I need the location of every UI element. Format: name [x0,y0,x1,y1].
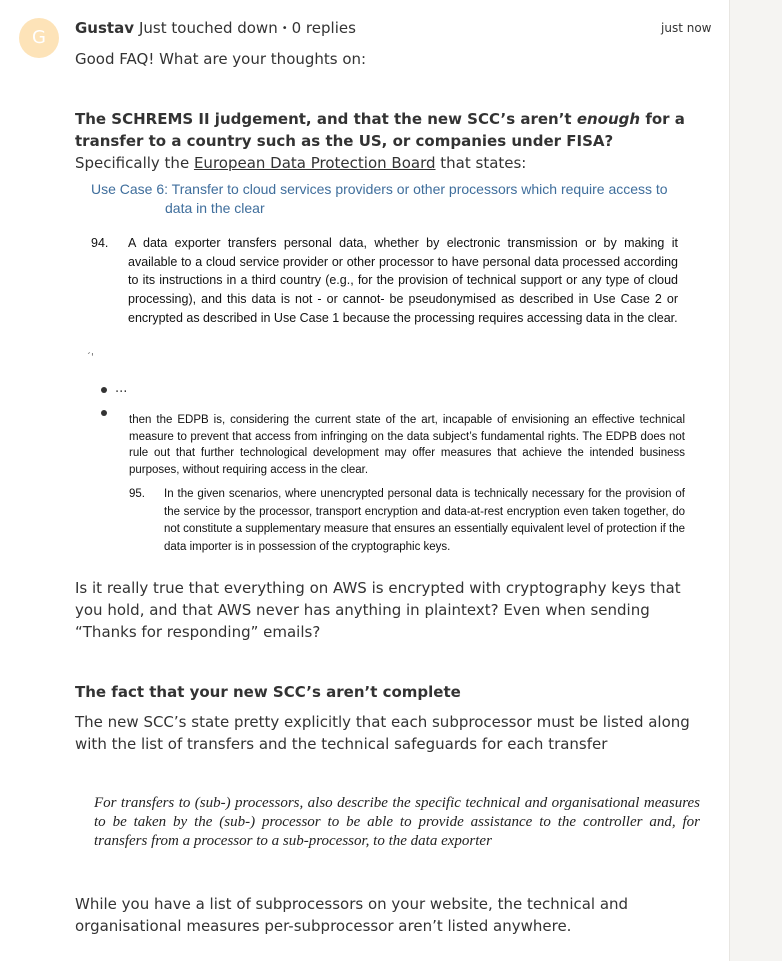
avatar[interactable]: G [19,18,59,58]
paragraph-95-number: 95. [129,488,145,500]
author-status: Just touched down [139,19,278,37]
paragraph-94-text: A data exporter transfers personal data, whether by electronic transmission or by making it available to a cloud service provider or other processor to have personal data processed according to its instructions in a third country (e.g., for the provision of technical support or any type of cloud processing), and this data is not - or cannot- be pseudonymised as described in Use Case 2 or encrypted as described in Use Case 1 because the processing requires accessing data in the clear. [128,236,678,325]
stray-mark: ́' [91,352,94,363]
intro-text: Good FAQ! What are your thoughts on: [75,50,367,68]
bullet-dot-1 [101,387,107,393]
heading-scc: The fact that your new SCC’s aren’t complete [75,683,461,701]
scc-text: The new SCC’s state pretty explicitly that each subprocessor must be listed along with the list of transfers and the technical safeguards for each transfer [75,713,690,753]
timestamp: just now [661,21,712,35]
separator-dot: • [281,22,288,34]
replies-count[interactable]: 0 replies [291,19,356,37]
use-case-title [91,180,691,218]
side-panel [729,0,782,961]
specifically-pre: Specifically the [75,154,194,172]
question-text: Is it really true that everything on AWS is encrypted with cryptography keys that you hold, and that AWS never has anything in plaintext? Even when sending “Thanks for responding” emails? [75,579,681,641]
paragraph-95-text: In the given scenarios, where unencrypted personal data is technically necessary for the provision of the service by the processor, transport encryption and data-at-rest encryption even taken together, do not constitute a supplementary measure that ensures an essentially equivalent level of protection if the data importer is in possession of the cryptographic keys. [164,488,685,553]
paragraph-94-number: 94. [91,236,109,250]
author-name[interactable]: Gustav [75,19,134,37]
bullet-dot-2 [101,410,107,416]
use-case-title-line1: Use Case 6: Transfer to cloud services providers or other processors which require access to [91,181,668,197]
heading-schrems-post: for a transfer to a country such as the US, or companies under FISA? [75,110,685,150]
scc-quote: For transfers to (sub-) processors, also describe the specific technical and organisational measures to be taken by the (sub-) processor to be able to provide assistance to the controller and, for transfers from a processor to a sub-processor, to the data exporter [94,795,700,849]
heading-schrems-em: enough [576,110,641,128]
heading-schrems-pre: The SCHREMS II judgement, and that the new SCC’s aren’t [75,110,577,128]
heading-schrems [75,108,710,152]
closing-text: While you have a list of subprocessors on your website, the technical and organisational measures per-subprocessor aren’t listed anywhere. [75,895,629,935]
comment-header [75,18,356,39]
use-case-title-line2: data in the clear [165,200,265,216]
edpb-link[interactable]: European Data Protection Board [193,154,436,172]
specifically-post: that states: [435,154,527,172]
then-paragraph: then the EDPB is, considering the current state of the art, incapable of envisioning an effective technical measure to prevent that access from infringing on the data subject’s fundamental rights. The EDPB does not rule out that further technological development may offer measures that achieve the intended business purposes, without requiring access in the clear. [129,414,685,476]
bullet-1-text: ... [115,381,128,396]
specifically-text [75,152,710,174]
